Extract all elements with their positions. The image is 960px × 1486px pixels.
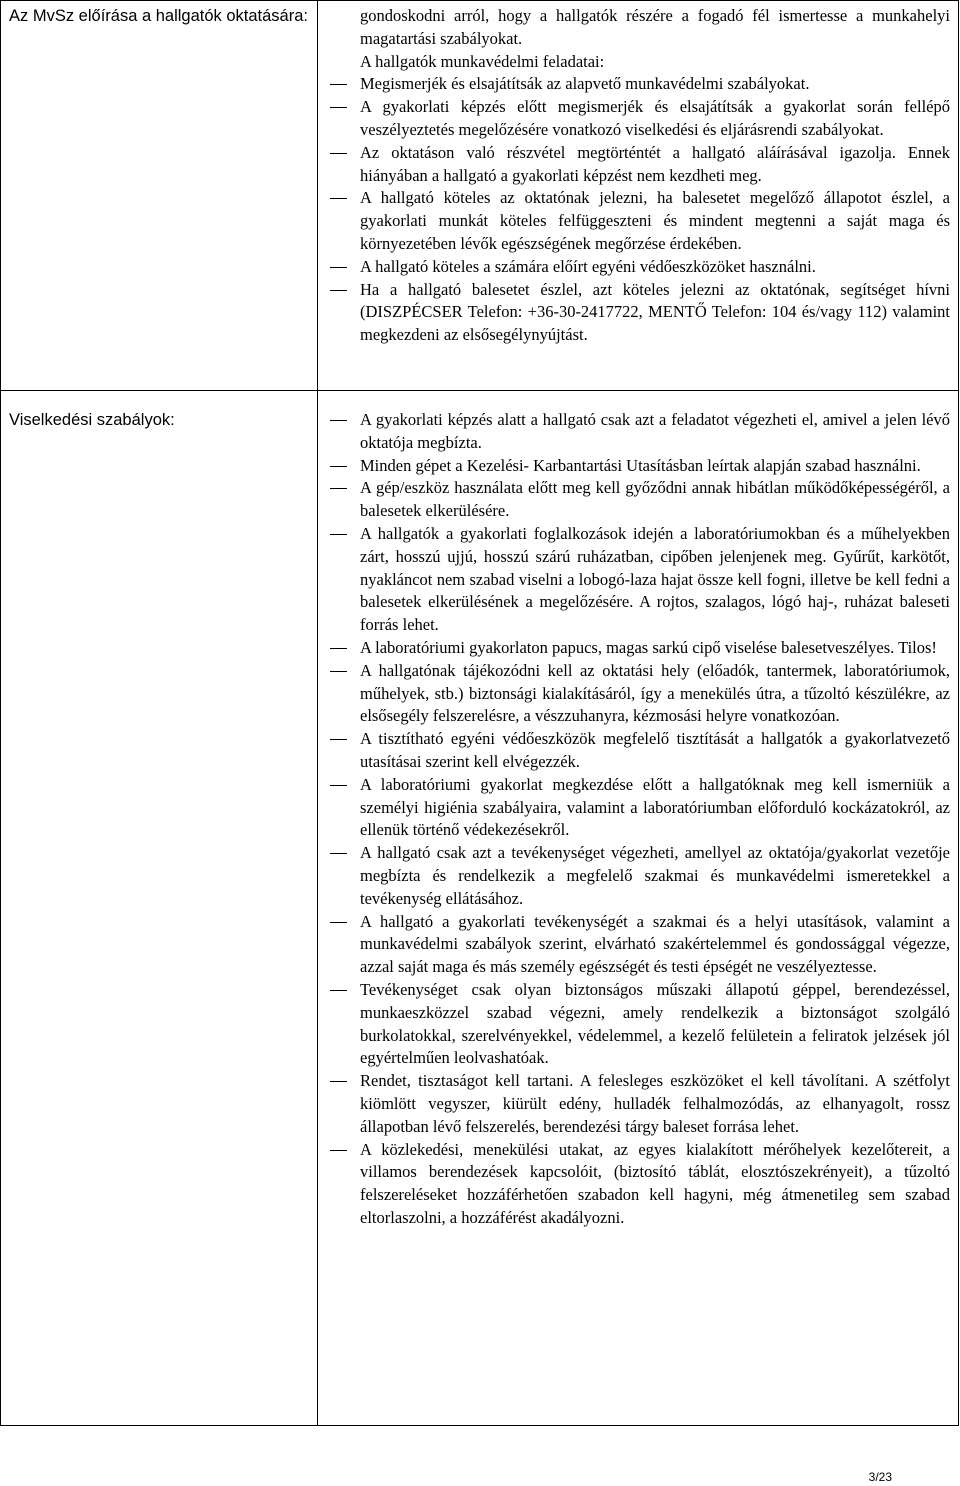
list-item	[360, 637, 950, 660]
list-item-text: A hallgatónak tájékozódni kell az oktatási hely (előadók, tantermek, laboratóriumok, műhelyek, stb.) biztonsági kialakításáról, így a menekülés útra, a tűzoltó készülékre, az elsősegély felszerelésre, a vészzuhanyra, kézmosási helyre vonatkozóan.	[360, 660, 950, 726]
list-item-text: Rendet, tisztaságot kell tartani. A felesleges eszközöket el kell távolítani. A szétfolyt kiömlött vegyszer, kiürült edény, hulladék felhalmozódás, az elhanyagolt, rossz állapotban lévő felszerelés, berendezési tárgy baleset forrása lehet.	[360, 1071, 950, 1136]
dash-bullet-icon	[330, 853, 347, 854]
dash-bullet-icon	[330, 1150, 347, 1151]
dash-bullet-icon	[330, 488, 347, 489]
list-item	[360, 979, 950, 1070]
dash-bullet-icon	[330, 290, 347, 291]
list-item	[360, 455, 950, 478]
section-row-behavior	[1, 391, 959, 1426]
list-item-text: A gyakorlati képzés előtt megismerjék és elsajátítsák a gyakorlat során fellépő veszélyeztetés megelőzésére vonatkozó viselkedési és eljárásrendi szabályokat.	[360, 97, 950, 139]
dash-bullet-icon	[330, 267, 347, 268]
dash-bullet-icon	[330, 84, 347, 85]
dash-bullet-icon	[330, 420, 347, 421]
paragraph: gondoskodni arról, hogy a hallgatók részére a fogadó fél ismertesse a munkahelyi magatartási szabályokat.	[360, 6, 950, 48]
list-item-text: Tevékenységet csak olyan biztonságos műszaki állapotú géppel, berendezéssel, munkaeszközzel szabad végezni, amely rendelkezik a biztonságot szolgáló burkolatokkal, szerelvényekkel, védelemmel, a kezelő felületein a feliratok jelzések jól egyértelműen leolvashatóak.	[360, 979, 950, 1068]
list-item	[360, 256, 950, 279]
list-item	[360, 1139, 950, 1230]
section-label	[1, 391, 318, 1426]
dash-bullet-icon	[330, 922, 347, 923]
list-item-text: Az oktatáson való részvétel megtörténtét a hallgató aláírásával igazolja. Ennek hiányában a hallgató a gyakorlati képzést nem kezdheti meg.	[360, 142, 950, 185]
page-number: 3/23	[868, 1470, 892, 1484]
list-item	[360, 187, 950, 255]
section-content	[318, 1, 959, 391]
section-label	[1, 1, 318, 391]
section-label-text: Az MvSz előírása a hallgatók oktatására:	[9, 7, 308, 25]
list-item	[360, 523, 950, 637]
list-item-text: A hallgató a gyakorlati tevékenységét a szakmai és a helyi utasítások, valamint a munkavédelmi szabályok szerint, elvárható szakértelemmel és gondossággal végezze, azzal saját maga és más személy egészségét és testi épségét ne veszélyeztesse.	[360, 911, 950, 977]
list-item	[360, 96, 950, 142]
dash-bullet-icon	[330, 466, 347, 467]
list-item	[360, 842, 950, 910]
list-item	[360, 728, 950, 774]
section-row-mvsz	[1, 1, 959, 391]
list-item-text: A laboratóriumi gyakorlaton papucs, magas sarkú cipő viselése balesetveszélyes. Tilos!	[360, 637, 937, 657]
list-item	[360, 911, 950, 979]
list-item-text: Minden gépet a Kezelési- Karbantartási Utasításban leírtak alapján szabad használni.	[360, 455, 921, 475]
dash-bullet-icon	[330, 671, 347, 672]
dash-bullet-icon	[330, 107, 347, 108]
paragraph-heading: A hallgatók munkavédelmi feladatai:	[360, 51, 605, 71]
list-item	[360, 660, 950, 728]
list-item-text: A hallgató csak azt a tevékenységet végezheti, amellyel az oktatója/gyakorlat vezetője megbízta és rendelkezik a megfelelő szakmai és munkavédelmi ismeretekkel a tevékenység ellátásához.	[360, 843, 950, 908]
section-label-text: Viselkedési szabályok:	[9, 411, 175, 429]
dash-bullet-icon	[330, 534, 347, 535]
list-item	[360, 73, 950, 96]
list-item-text: A hallgatók a gyakorlati foglalkozások idején a laboratóriumokban és a műhelyekben zárt, hosszú ujjú, hosszú szárú ruházatban, cipőben jelenjenek meg. Gyűrűt, karkötőt, nyakláncot nem szabad viselni a lobogó-laza hajat össze kell fogni, illetve be kell fedni a balesetek elkerülésének a megelőzésére. A rojtos, szalagos, lógó haj-, ruházat baleseti forrás lehet.	[360, 523, 950, 635]
section-content	[318, 391, 959, 1426]
dash-bullet-icon	[330, 739, 347, 740]
dash-bullet-icon	[330, 785, 347, 786]
list-item	[360, 409, 950, 455]
list-item-text: Ha a hallgató balesetet észlel, azt köteles jelezni az oktatónak, segítséget hívni (DISZPÉCSER Telefon: +36-30-2417722, MENTŐ Telefon: 104 és/vagy 112) valamint megkezdeni az elsősegélynyújtást.	[360, 279, 950, 345]
dash-bullet-icon	[330, 648, 347, 649]
list-item-text: A hallgató köteles a számára előírt egyéni védőeszközöket használni.	[360, 256, 816, 276]
list-item-text: A laboratóriumi gyakorlat megkezdése előtt a hallgatóknak meg kell ismerniük a személyi higiénia szabályaira, valamint a laboratóriumban előforduló kockázatokról, az ellenük történő védekezésekről.	[360, 774, 950, 840]
list-item-text: A gép/eszköz használata előtt meg kell győződni annak hibátlan működőképességéről, a balesetek elkerülésére.	[360, 478, 950, 521]
list-item	[360, 477, 950, 523]
list-item-text: A tisztítható egyéni védőeszközök megfelelő tisztítását a hallgatók a gyakorlatvezető utasításai szerint kell elvégezzék.	[360, 729, 950, 771]
list-item	[360, 1070, 950, 1138]
list-item-text: A gyakorlati képzés alatt a hallgató csak azt a feladatot végezheti el, amivel a jelen lévő oktatója megbízta.	[360, 410, 950, 452]
list-item	[360, 279, 950, 347]
list-item-text: A hallgató köteles az oktatónak jelezni, ha balesetet megelőző állapotot észlel, a gyakorlati munkát köteles felfüggeszteni és mindent megtenni a saját maga és környezetében lévők egészségének megőrzése érdekében.	[360, 188, 950, 253]
dash-bullet-icon	[330, 198, 347, 199]
list-item	[360, 142, 950, 188]
dash-bullet-icon	[330, 1081, 347, 1082]
dash-bullet-icon	[330, 153, 347, 154]
list-item	[360, 774, 950, 842]
dash-bullet-icon	[330, 990, 347, 991]
list-item-text: A közlekedési, menekülési utakat, az egyes kialakított mérőhelyek kezelőtereit, a villamos berendezések kapcsolóit, (biztosító táblát, elosztószekrényeit), a tűzoltó felszereléseket hozzáférhetően szabadon kell hagyni, még átmenetileg sem szabad eltorlaszolni, a hozzáférést akadályozni.	[360, 1139, 950, 1227]
list-item-text: Megismerjék és elsajátítsák az alapvető munkavédelmi szabályokat.	[360, 74, 810, 94]
